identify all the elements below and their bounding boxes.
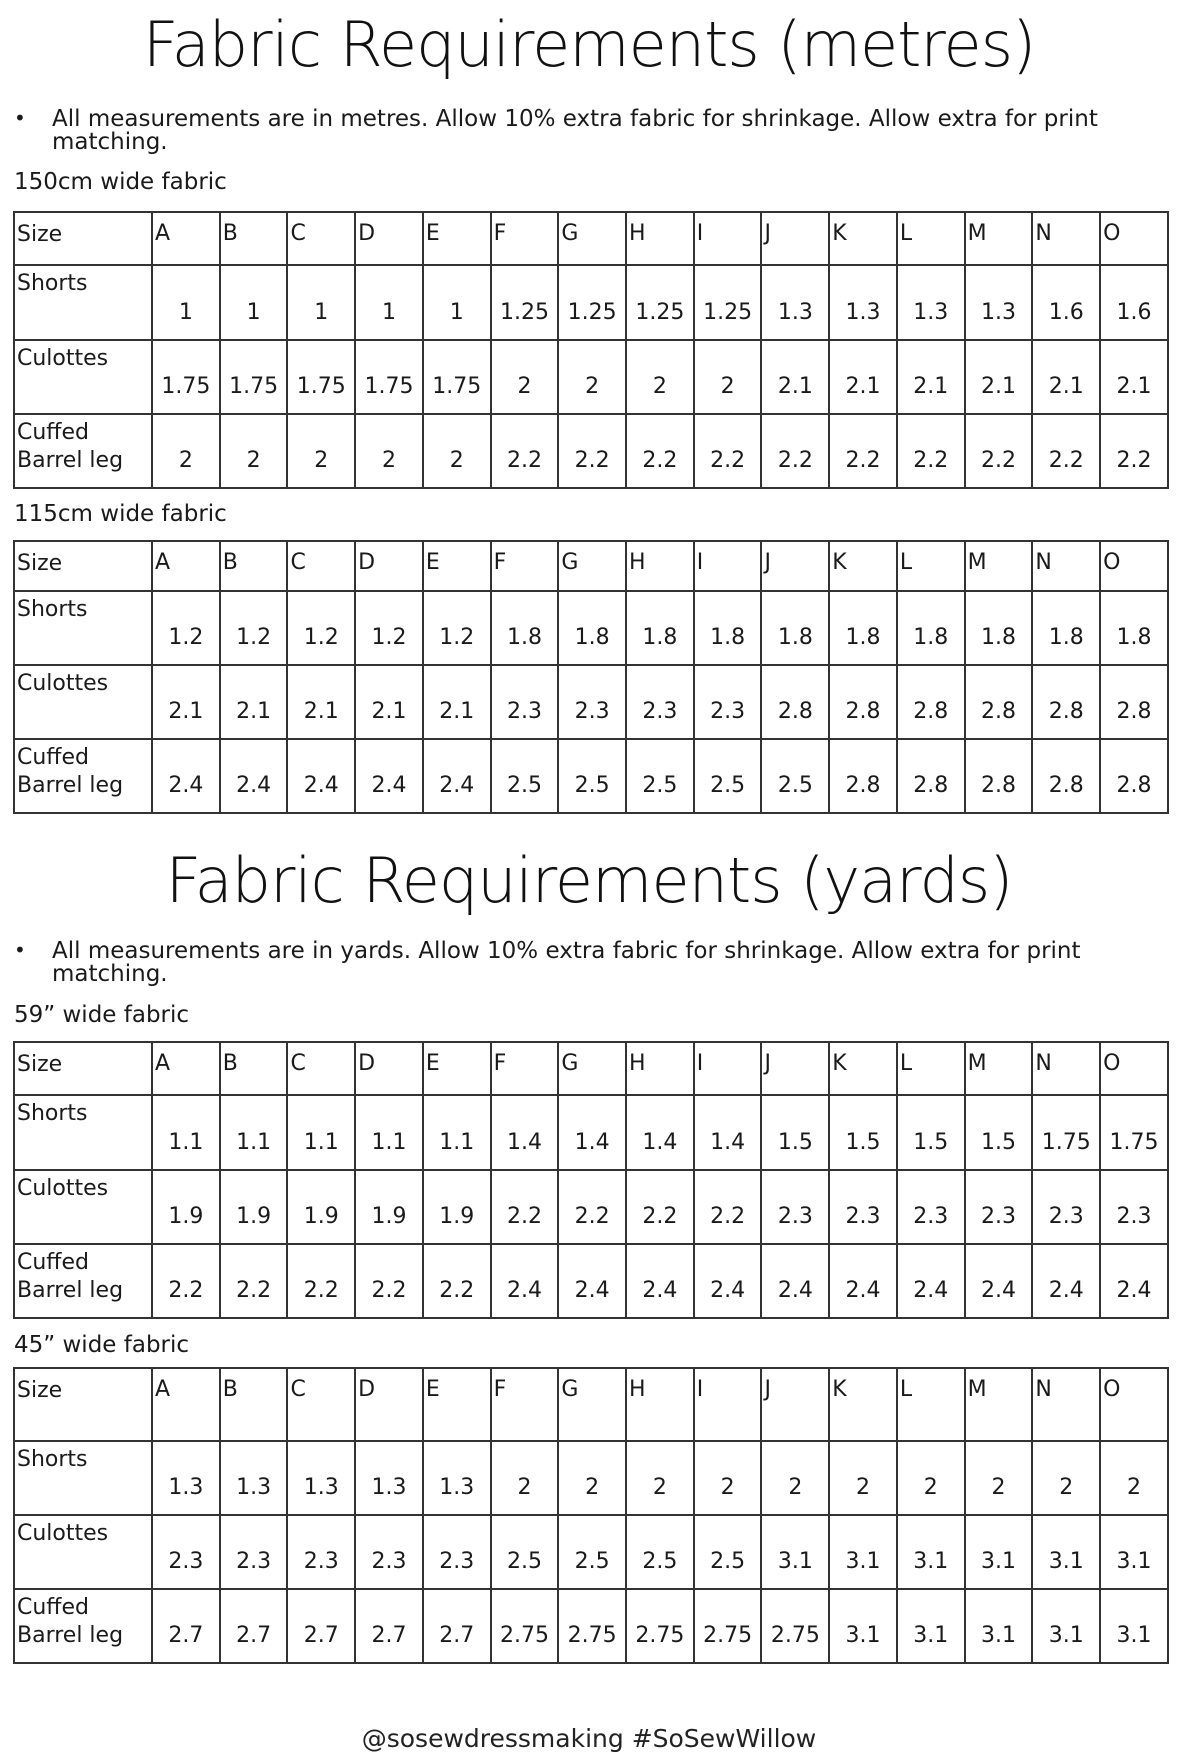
table-row [14, 340, 1168, 414]
value-cell: 2.1 [355, 665, 423, 739]
metres-table-1-caption-row [0, 171, 1178, 194]
size-header-cell: G [558, 1042, 626, 1095]
value-cell: 2.3 [965, 1170, 1033, 1244]
table-row [14, 1244, 1168, 1318]
value-cell: 2.4 [761, 1244, 829, 1318]
row-label: Shorts [14, 1095, 152, 1170]
value-cell: 2.2 [829, 414, 897, 488]
value-cell: 2.4 [220, 739, 288, 813]
value-cell: 2.8 [1100, 739, 1168, 813]
size-header-cell: G [558, 212, 626, 265]
value-cell: 1.9 [355, 1170, 423, 1244]
value-cell: 1.8 [491, 591, 559, 665]
value-cell: 1.75 [220, 340, 288, 414]
value-cell: 1.3 [152, 1441, 220, 1515]
value-cell: 2.4 [1032, 1244, 1100, 1318]
size-header-cell: N [1032, 1042, 1100, 1095]
value-cell: 2 [220, 414, 288, 488]
size-header-cell: I [694, 1368, 762, 1441]
value-cell: 1.2 [220, 591, 288, 665]
value-cell: 2.2 [694, 414, 762, 488]
value-cell: 2.1 [220, 665, 288, 739]
size-header-cell: B [220, 212, 288, 265]
size-header-row [14, 541, 1168, 591]
row-label: Culottes [14, 665, 152, 739]
value-cell: 2.2 [558, 414, 626, 488]
value-cell: 2.1 [1100, 340, 1168, 414]
value-cell: 1.8 [1100, 591, 1168, 665]
size-header-cell: O [1100, 541, 1168, 591]
size-header-cell: J [761, 1042, 829, 1095]
value-cell: 1.9 [287, 1170, 355, 1244]
yards-table-1-caption-row [0, 1004, 1178, 1027]
metres-note [0, 108, 1178, 154]
metres-section [0, 8, 1178, 81]
size-header-cell: D [355, 212, 423, 265]
value-cell: 2.3 [694, 665, 762, 739]
size-header-cell: I [694, 212, 762, 265]
size-header-cell: E [423, 541, 491, 591]
size-header-cell: N [1032, 1368, 1100, 1441]
value-cell: 3.1 [897, 1515, 965, 1589]
value-cell: 2.2 [965, 414, 1033, 488]
metres-table-2-caption-row [0, 503, 1178, 526]
value-cell: 1.8 [829, 591, 897, 665]
value-cell: 2.7 [220, 1589, 288, 1663]
value-cell: 2.1 [152, 665, 220, 739]
size-header-cell: J [761, 212, 829, 265]
size-header-cell: C [287, 1042, 355, 1095]
value-cell: 2 [558, 1441, 626, 1515]
value-cell: 1.75 [355, 340, 423, 414]
value-cell: 2.8 [761, 665, 829, 739]
value-cell: 2.2 [423, 1244, 491, 1318]
value-cell: 1.25 [558, 265, 626, 340]
size-header-cell: D [355, 541, 423, 591]
value-cell: 1.8 [558, 591, 626, 665]
yards-title: Fabric Requirements (yards) [165, 844, 1013, 917]
value-cell: 2.3 [491, 665, 559, 739]
value-cell: 2 [491, 1441, 559, 1515]
value-cell: 1 [423, 265, 491, 340]
size-header-cell: K [829, 1368, 897, 1441]
value-cell: 3.1 [965, 1589, 1033, 1663]
value-cell: 1.9 [423, 1170, 491, 1244]
value-cell: 3.1 [1032, 1589, 1100, 1663]
size-header-cell: E [423, 1042, 491, 1095]
size-header-cell: L [897, 212, 965, 265]
size-header-cell: C [287, 212, 355, 265]
size-header-cell: A [152, 1042, 220, 1095]
value-cell: 1.1 [355, 1095, 423, 1170]
value-cell: 2.3 [220, 1515, 288, 1589]
value-cell: 1.5 [897, 1095, 965, 1170]
value-cell: 2.2 [491, 1170, 559, 1244]
value-cell: 3.1 [965, 1515, 1033, 1589]
value-cell: 1.6 [1032, 265, 1100, 340]
size-header-cell: N [1032, 212, 1100, 265]
value-cell: 2.5 [491, 739, 559, 813]
row-label: Culottes [14, 1170, 152, 1244]
footer-handle: @sosewdressmaking #SoSewWillow [361, 1724, 817, 1753]
value-cell: 2.2 [558, 1170, 626, 1244]
size-header-cell: F [491, 541, 559, 591]
size-header-cell: D [355, 1368, 423, 1441]
metres-note-row [0, 108, 1178, 154]
value-cell: 2 [761, 1441, 829, 1515]
size-header-label: Size [14, 1042, 152, 1095]
value-cell: 1.3 [355, 1441, 423, 1515]
value-cell: 2.3 [626, 665, 694, 739]
value-cell: 1.3 [423, 1441, 491, 1515]
size-header-cell: H [626, 1368, 694, 1441]
size-header-row [14, 212, 1168, 265]
size-header-cell: K [829, 212, 897, 265]
size-header-cell: A [152, 541, 220, 591]
value-cell: 1.8 [965, 591, 1033, 665]
size-header-cell: G [558, 1368, 626, 1441]
value-cell: 1.3 [220, 1441, 288, 1515]
value-cell: 2.75 [761, 1589, 829, 1663]
value-cell: 1 [355, 265, 423, 340]
row-label: Cuffed Barrel leg [14, 1589, 152, 1663]
metres-title: Fabric Requirements (metres) [142, 8, 1036, 81]
value-cell: 1.3 [287, 1441, 355, 1515]
size-header-row [14, 1042, 1168, 1095]
value-cell: 2.8 [829, 665, 897, 739]
size-header-cell: J [761, 541, 829, 591]
size-header-label: Size [14, 541, 152, 591]
value-cell: 2.7 [152, 1589, 220, 1663]
value-cell: 1.1 [220, 1095, 288, 1170]
size-header-cell: O [1100, 1042, 1168, 1095]
value-cell: 2.3 [897, 1170, 965, 1244]
value-cell: 3.1 [897, 1589, 965, 1663]
value-cell: 1.75 [1032, 1095, 1100, 1170]
value-cell: 2.2 [355, 1244, 423, 1318]
value-cell: 2.4 [287, 739, 355, 813]
row-label: Culottes [14, 1515, 152, 1589]
value-cell: 2.5 [558, 1515, 626, 1589]
size-header-cell: H [626, 212, 694, 265]
value-cell: 2 [558, 340, 626, 414]
yards-note-row [0, 940, 1178, 986]
value-cell: 2.4 [829, 1244, 897, 1318]
size-header-cell: E [423, 212, 491, 265]
size-header-cell: A [152, 1368, 220, 1441]
value-cell: 2.4 [423, 739, 491, 813]
value-cell: 2 [1032, 1441, 1100, 1515]
value-cell: 1.8 [694, 591, 762, 665]
value-cell: 2 [897, 1441, 965, 1515]
value-cell: 1.75 [287, 340, 355, 414]
size-header-cell: D [355, 1042, 423, 1095]
value-cell: 3.1 [761, 1515, 829, 1589]
size-header-cell: M [965, 212, 1033, 265]
value-cell: 1.75 [152, 340, 220, 414]
value-cell: 2.8 [897, 739, 965, 813]
value-cell: 2.2 [694, 1170, 762, 1244]
value-cell: 2.2 [761, 414, 829, 488]
table-row [14, 1589, 1168, 1663]
value-cell: 1.3 [829, 265, 897, 340]
value-cell: 2.7 [423, 1589, 491, 1663]
row-label: Shorts [14, 1441, 152, 1515]
value-cell: 2.4 [694, 1244, 762, 1318]
yards-note [0, 940, 1178, 986]
value-cell: 1.8 [626, 591, 694, 665]
value-cell: 2.5 [626, 739, 694, 813]
value-cell: 2.2 [1032, 414, 1100, 488]
size-header-cell: F [491, 1368, 559, 1441]
value-cell: 2.2 [626, 414, 694, 488]
value-cell: 2.3 [1100, 1170, 1168, 1244]
size-header-cell: A [152, 212, 220, 265]
value-cell: 2.4 [626, 1244, 694, 1318]
size-header-cell: C [287, 541, 355, 591]
row-label: Cuffed Barrel leg [14, 1244, 152, 1318]
size-header-cell: B [220, 1368, 288, 1441]
value-cell: 2.8 [965, 739, 1033, 813]
size-header-cell: M [965, 541, 1033, 591]
value-cell: 1.3 [761, 265, 829, 340]
value-cell: 1.4 [558, 1095, 626, 1170]
size-header-cell: K [829, 541, 897, 591]
value-cell: 2.2 [897, 414, 965, 488]
table-row [14, 414, 1168, 488]
yards-table-1-caption: 59” wide fabric [14, 1002, 190, 1028]
size-header-cell: O [1100, 1368, 1168, 1441]
value-cell: 2.2 [152, 1244, 220, 1318]
yards-table-2-caption-row [0, 1334, 1178, 1357]
value-cell: 1.9 [220, 1170, 288, 1244]
value-cell: 2 [491, 340, 559, 414]
value-cell: 2.5 [626, 1515, 694, 1589]
value-cell: 2.1 [423, 665, 491, 739]
table-row [14, 739, 1168, 813]
table-row [14, 665, 1168, 739]
value-cell: 2.7 [355, 1589, 423, 1663]
value-cell: 2.75 [491, 1589, 559, 1663]
value-cell: 1.3 [897, 265, 965, 340]
table-row [14, 1095, 1168, 1170]
size-header-row [14, 1368, 1168, 1441]
value-cell: 2 [626, 340, 694, 414]
value-cell: 2 [829, 1441, 897, 1515]
yards-note-text: All measurements are in yards. Allow 10% extra fabric for shrinkage. Allow extra for print matching. [52, 938, 1081, 987]
value-cell: 3.1 [829, 1589, 897, 1663]
value-cell: 1 [220, 265, 288, 340]
row-label: Culottes [14, 340, 152, 414]
value-cell: 1.2 [355, 591, 423, 665]
value-cell: 2 [694, 1441, 762, 1515]
value-cell: 1 [287, 265, 355, 340]
value-cell: 2.4 [897, 1244, 965, 1318]
metres-table-1 [13, 211, 1169, 489]
value-cell: 2.1 [761, 340, 829, 414]
size-header-cell: C [287, 1368, 355, 1441]
value-cell: 3.1 [1032, 1515, 1100, 1589]
value-cell: 2.8 [1032, 739, 1100, 813]
row-label: Cuffed Barrel leg [14, 414, 152, 488]
value-cell: 2 [626, 1441, 694, 1515]
size-header-label: Size [14, 212, 152, 265]
value-cell: 2.75 [626, 1589, 694, 1663]
value-cell: 1.1 [423, 1095, 491, 1170]
size-header-cell: H [626, 541, 694, 591]
value-cell: 2.8 [965, 665, 1033, 739]
size-header-cell: K [829, 1042, 897, 1095]
value-cell: 2.3 [829, 1170, 897, 1244]
value-cell: 2.4 [1100, 1244, 1168, 1318]
value-cell: 2.3 [423, 1515, 491, 1589]
value-cell: 2.8 [1100, 665, 1168, 739]
metres-table-2 [13, 540, 1169, 814]
value-cell: 1.4 [626, 1095, 694, 1170]
metres-table-2-caption: 115cm wide fabric [14, 501, 227, 527]
value-cell: 1.5 [965, 1095, 1033, 1170]
value-cell: 3.1 [1100, 1589, 1168, 1663]
row-label: Shorts [14, 591, 152, 665]
value-cell: 1.4 [491, 1095, 559, 1170]
value-cell: 1.1 [287, 1095, 355, 1170]
value-cell: 2.3 [355, 1515, 423, 1589]
size-header-cell: I [694, 1042, 762, 1095]
value-cell: 1.2 [423, 591, 491, 665]
value-cell: 1.2 [152, 591, 220, 665]
size-header-cell: B [220, 541, 288, 591]
table-row [14, 1441, 1168, 1515]
value-cell: 1.8 [761, 591, 829, 665]
size-header-cell: M [965, 1368, 1033, 1441]
value-cell: 1.9 [152, 1170, 220, 1244]
value-cell: 1.8 [1032, 591, 1100, 665]
size-header-cell: L [897, 541, 965, 591]
size-header-cell: B [220, 1042, 288, 1095]
value-cell: 1.6 [1100, 265, 1168, 340]
value-cell: 2.2 [491, 414, 559, 488]
value-cell: 2.8 [1032, 665, 1100, 739]
value-cell: 1.25 [626, 265, 694, 340]
value-cell: 2.4 [355, 739, 423, 813]
row-label: Shorts [14, 265, 152, 340]
size-header-cell: L [897, 1368, 965, 1441]
size-header-cell: E [423, 1368, 491, 1441]
value-cell: 2.8 [829, 739, 897, 813]
value-cell: 2.3 [558, 665, 626, 739]
size-header-cell: M [965, 1042, 1033, 1095]
value-cell: 2.5 [491, 1515, 559, 1589]
value-cell: 2 [1100, 1441, 1168, 1515]
value-cell: 2 [965, 1441, 1033, 1515]
metres-note-text: All measurements are in metres. Allow 10% extra fabric for shrinkage. Allow extra for print matching. [52, 106, 1098, 155]
value-cell: 2.4 [558, 1244, 626, 1318]
bullet-icon: • [14, 938, 26, 962]
value-cell: 2.4 [965, 1244, 1033, 1318]
value-cell: 1.75 [423, 340, 491, 414]
value-cell: 2.3 [287, 1515, 355, 1589]
table-row [14, 1515, 1168, 1589]
metres-table-1-caption: 150cm wide fabric [14, 169, 227, 195]
value-cell: 2 [152, 414, 220, 488]
value-cell: 1.3 [965, 265, 1033, 340]
size-header-cell: O [1100, 212, 1168, 265]
yards-table-1 [13, 1041, 1169, 1319]
value-cell: 2.5 [694, 1515, 762, 1589]
table-row [14, 1170, 1168, 1244]
value-cell: 3.1 [829, 1515, 897, 1589]
size-header-cell: L [897, 1042, 965, 1095]
value-cell: 1.25 [694, 265, 762, 340]
yards-section [0, 844, 1178, 917]
value-cell: 1.2 [287, 591, 355, 665]
table-row [14, 265, 1168, 340]
value-cell: 2.1 [829, 340, 897, 414]
value-cell: 1.4 [694, 1095, 762, 1170]
value-cell: 2.2 [1100, 414, 1168, 488]
value-cell: 2 [287, 414, 355, 488]
value-cell: 2 [694, 340, 762, 414]
value-cell: 2.8 [897, 665, 965, 739]
value-cell: 1.25 [491, 265, 559, 340]
value-cell: 2.75 [558, 1589, 626, 1663]
value-cell: 2.2 [287, 1244, 355, 1318]
value-cell: 1.75 [1100, 1095, 1168, 1170]
value-cell: 1.5 [829, 1095, 897, 1170]
value-cell: 1.8 [897, 591, 965, 665]
size-header-cell: N [1032, 541, 1100, 591]
size-header-label: Size [14, 1368, 152, 1441]
value-cell: 2.3 [152, 1515, 220, 1589]
value-cell: 2.3 [1032, 1170, 1100, 1244]
value-cell: 1 [152, 265, 220, 340]
value-cell: 2.4 [152, 739, 220, 813]
size-header-cell: H [626, 1042, 694, 1095]
value-cell: 1.5 [761, 1095, 829, 1170]
yards-table-2 [13, 1367, 1169, 1664]
value-cell: 2 [423, 414, 491, 488]
value-cell: 2.7 [287, 1589, 355, 1663]
size-header-cell: F [491, 1042, 559, 1095]
value-cell: 2.1 [897, 340, 965, 414]
value-cell: 2.2 [626, 1170, 694, 1244]
value-cell: 2.1 [965, 340, 1033, 414]
value-cell: 2.75 [694, 1589, 762, 1663]
size-header-cell: F [491, 212, 559, 265]
yards-table-2-caption: 45” wide fabric [14, 1332, 190, 1358]
size-header-cell: J [761, 1368, 829, 1441]
value-cell: 2.2 [220, 1244, 288, 1318]
value-cell: 2 [355, 414, 423, 488]
bullet-icon: • [14, 106, 26, 130]
value-cell: 2.4 [491, 1244, 559, 1318]
value-cell: 2.3 [761, 1170, 829, 1244]
value-cell: 1.1 [152, 1095, 220, 1170]
table-row [14, 591, 1168, 665]
value-cell: 2.5 [694, 739, 762, 813]
size-header-cell: G [558, 541, 626, 591]
value-cell: 2.5 [558, 739, 626, 813]
row-label: Cuffed Barrel leg [14, 739, 152, 813]
value-cell: 2.1 [1032, 340, 1100, 414]
value-cell: 2.5 [761, 739, 829, 813]
value-cell: 3.1 [1100, 1515, 1168, 1589]
value-cell: 2.1 [287, 665, 355, 739]
size-header-cell: I [694, 541, 762, 591]
